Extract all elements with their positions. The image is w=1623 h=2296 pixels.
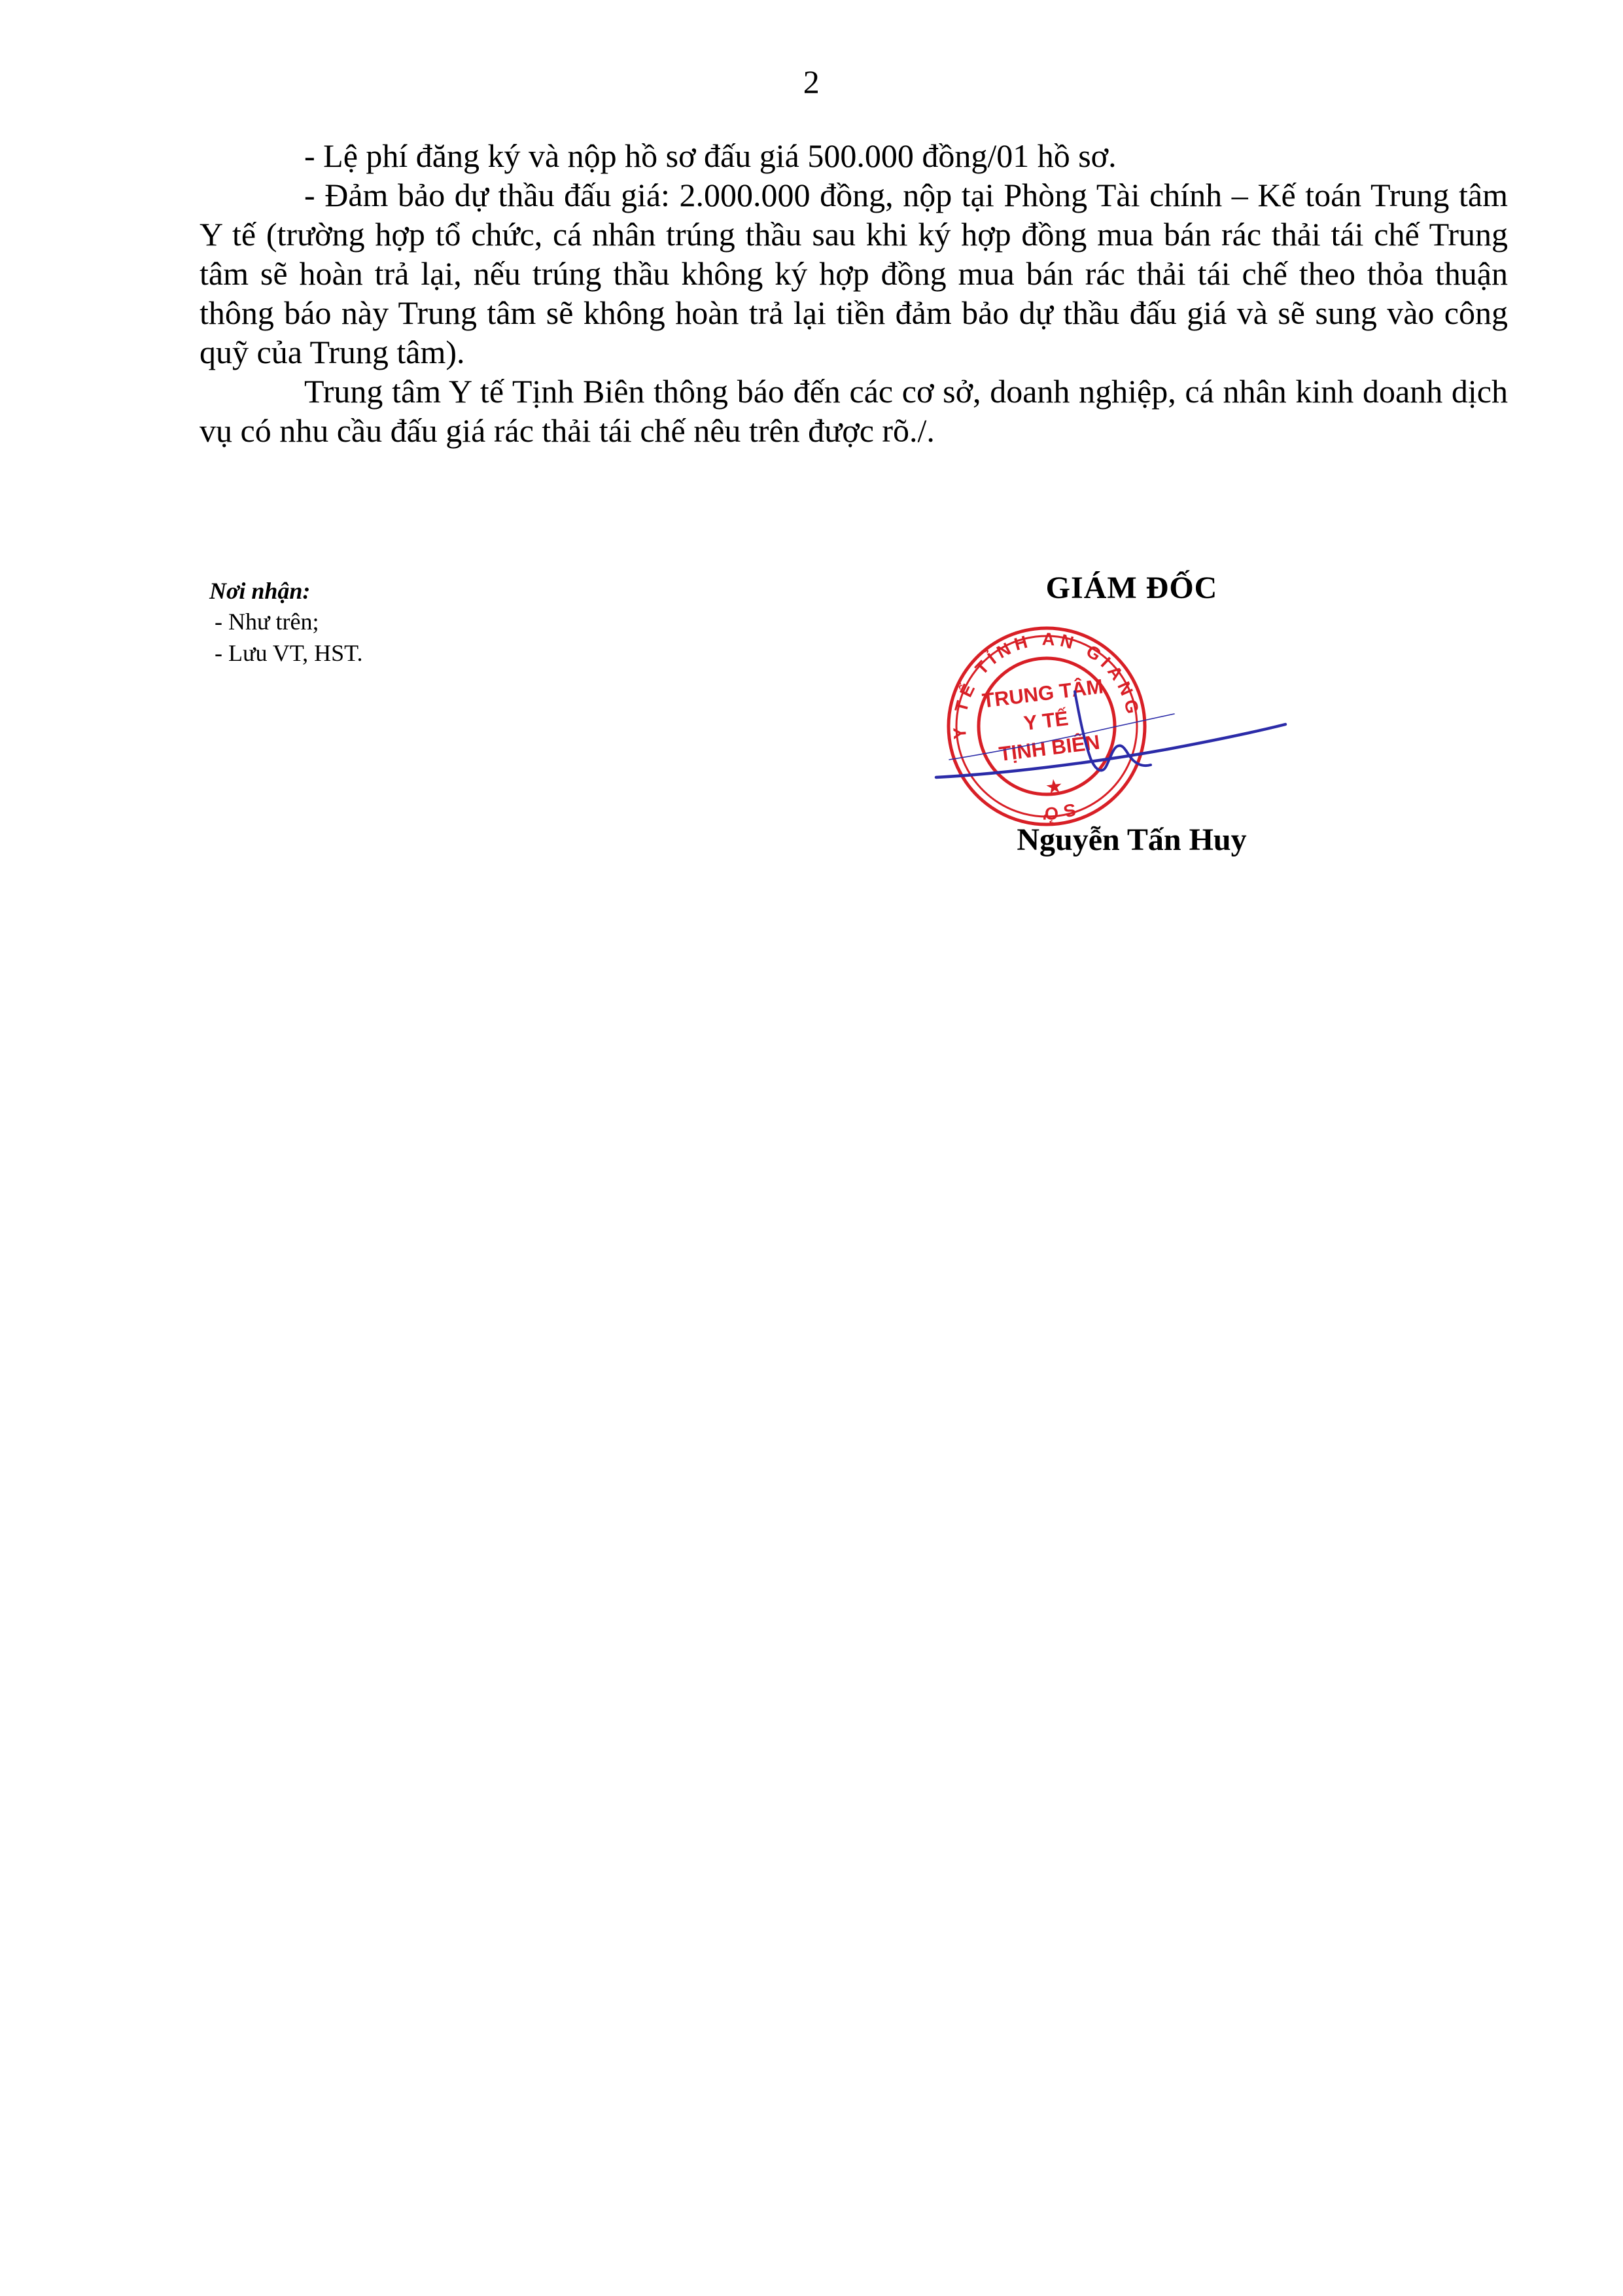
recipients-item-archive: - Lưu VT, HST.	[215, 640, 363, 666]
paragraph-deposit: - Đảm bảo dự thầu đấu giá: 2.000.000 đồng, nộp tại Phòng Tài chính – Kế toán Trung tâm Y tế (trường hợp tổ chức, cá nhân trúng thầu sau khi ký hợp đồng mua bán rác thải tái chế Trung tâm sẽ hoàn trả lại, nếu trúng thầu không ký hợp đồng mua bán rác thải tái chế theo thỏa thuận thông báo này Trung tâm sẽ không hoàn trả lại tiền đảm bảo dự thầu đấu giá và sẽ sung vào công quỹ của Trung tâm).	[200, 177, 1508, 370]
stamp-inner-line-3: TỊNH BIÊN	[998, 730, 1102, 766]
signatory-title: GIÁM ĐỐC	[1045, 571, 1218, 605]
stamp-outer-text-top: Y TẾ TỈNH AN GIANG	[949, 629, 1143, 740]
stamp-inner-line-2: Y TẾ	[1022, 707, 1070, 735]
signatory-name: Nguyễn Tấn Huy	[1017, 822, 1247, 857]
stamp-outer-text-bottom: SỞ	[1038, 799, 1078, 824]
recipients-title: Nơi nhận:	[209, 578, 311, 604]
stamp-and-signature-graphic	[906, 618, 1403, 841]
recipients-item-as-above: - Như trên;	[215, 609, 319, 635]
stamp-rings	[937, 618, 1156, 836]
stamp-star-icon: ★	[1044, 775, 1064, 799]
signature-block	[870, 569, 1393, 607]
document-body	[200, 136, 1508, 450]
stamp-inner-line-1: TRUNG TÂM	[981, 675, 1105, 713]
official-stamp	[906, 618, 1403, 841]
handwritten-signature	[936, 692, 1285, 777]
paragraph-fee: - Lệ phí đăng ký và nộp hồ sơ đấu giá 500.000 đồng/01 hồ sơ.	[304, 137, 1117, 174]
recipients-block	[209, 576, 707, 669]
page-number: 2	[803, 63, 820, 100]
paragraph-notice: Trung tâm Y tế Tịnh Biên thông báo đến các cơ sở, doanh nghiệp, cá nhân kinh doanh dịch vụ có nhu cầu đấu giá rác thải tái chế nêu trên được rõ./.	[200, 373, 1508, 449]
